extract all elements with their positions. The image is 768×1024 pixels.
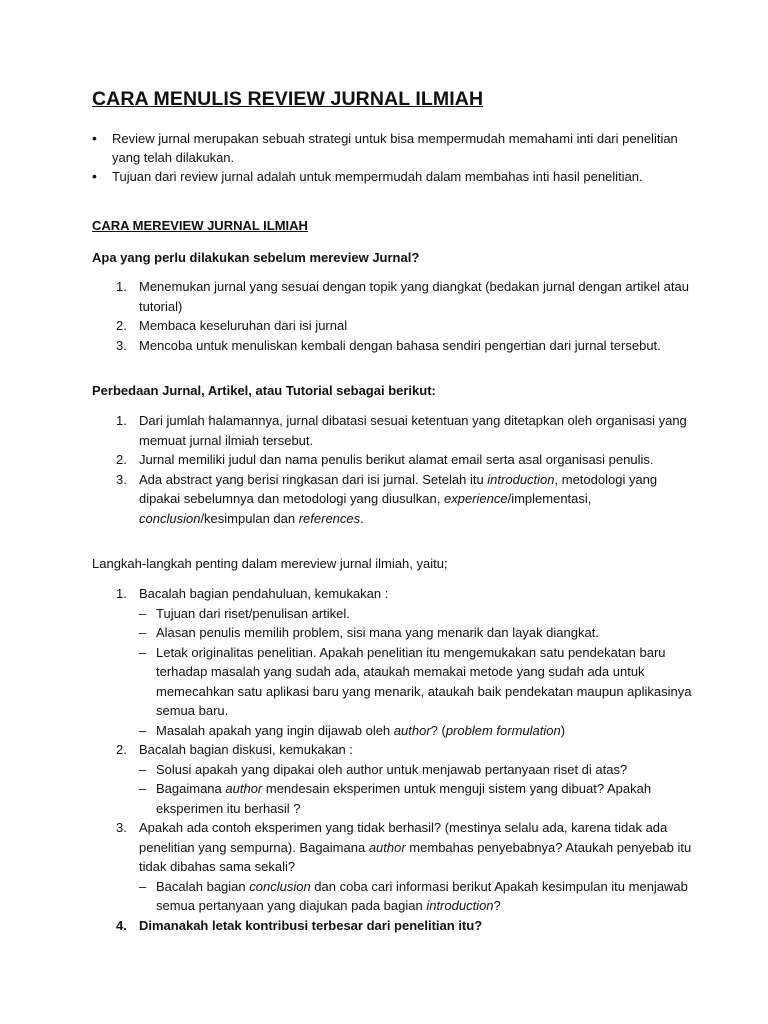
- step-item: 1. Bacalah bagian pendahuluan, kemukakan : – Tujuan dari riset/penulisan artikel. – Alasan penulis memilih problem, sisi mana yang menarik dan layak diangkat. – Letak originalitas penelitian. Apakah penelitian itu mengemukakan satu pendekatan baru terhadap masalah yang sudah ada, ataukah memakai metode yang sudah ada untuk memecahkan satu aplikasi baru yang menarik, ataukah baik pendekatan maupun aplikasinya semua baru. – Masalah apakah yang ingin dijawab oleh author? (problem formulation): [92, 584, 692, 740]
- list-item: 1. Dari jumlah halamannya, jurnal dibatasi sesuai ketentuan yang ditetapkan oleh organisasi yang memuat jurnal ilmiah tersebut.: [116, 413, 687, 448]
- sub-item: – Masalah apakah yang ingin dijawab oleh author? (problem formulation): [139, 721, 692, 741]
- list-item: 1. Menemukan jurnal yang sesuai dengan topik yang diangkat (bedakan jurnal dengan artikel atau tutorial): [116, 279, 689, 314]
- sub-item: – Tujuan dari riset/penulisan artikel.: [139, 604, 692, 624]
- question-heading-before-review: Apa yang perlu dilakukan sebelum mereview Jurnal?: [92, 250, 420, 265]
- sub-list: [139, 604, 692, 741]
- document-title: CARA MENULIS REVIEW JURNAL ILMIAH: [92, 88, 484, 110]
- sub-item: – Alasan penulis memilih problem, sisi mana yang menarik dan layak diangkat.: [139, 623, 692, 643]
- differences-list: [92, 411, 692, 528]
- step-item: 2. Bacalah bagian diskusi, kemukakan : – Solusi apakah yang dipakai oleh author untuk menjawab pertanyaan riset di atas? – Bagaimana author mendesain eksperimen untuk menguji sistem yang dibuat? Apakah eksperimen itu berhasil ?: [92, 740, 692, 818]
- intro-bullet: • Review jurnal merupakan sebuah strategi untuk bisa mempermudah memahami inti dari penelitian yang telah dilakukan.: [92, 129, 692, 167]
- question-heading-steps: Langkah-langkah penting dalam mereview jurnal ilmiah, yaitu;: [92, 556, 448, 571]
- sub-list: [139, 877, 692, 916]
- sub-item: – Bacalah bagian conclusion dan coba cari informasi berikut Apakah kesimpulan itu menjawab semua pertanyaan yang diajukan pada bagian introduction?: [139, 877, 692, 916]
- list-item: 2. Membaca keseluruhan dari isi jurnal: [116, 318, 348, 333]
- term-references: references: [298, 510, 361, 526]
- preparation-list: [92, 277, 692, 355]
- list-item: 3. Mencoba untuk menuliskan kembali dengan bahasa sendiri pengertian dari jurnal tersebut.: [116, 337, 661, 353]
- sub-item: – Letak originalitas penelitian. Apakah penelitian itu mengemukakan satu pendekatan baru terhadap masalah yang sudah ada, ataukah memakai metode yang sudah ada untuk memecahkan satu aplikasi baru yang menarik, ataukah baik pendekatan maupun aplikasinya semua baru.: [139, 643, 692, 721]
- list-item: 3. Ada abstract yang berisi ringkasan dari isi jurnal. Setelah itu introduction, metodologi yang dipakai sebelumnya dan metodologi yang diusulkan, experience/implementasi, conclusion/kesimpulan dan references.: [116, 471, 658, 526]
- question-heading-differences: Perbedaan Jurnal, Artikel, atau Tutorial sebagai berikut:: [92, 383, 436, 398]
- term-introduction: introduction: [487, 471, 555, 487]
- step-item: 4. Dimanakah letak kontribusi terbesar dari penelitian itu?: [116, 917, 483, 933]
- sub-item: – Solusi apakah yang dipakai oleh author untuk menjawab pertanyaan riset di atas?: [139, 760, 692, 780]
- sub-list: [139, 760, 692, 819]
- term-conclusion: conclusion: [139, 510, 201, 526]
- term-experience: experience: [443, 491, 508, 506]
- list-item: 2. Jurnal memiliki judul dan nama penulis berikut alamat email serta asal organisasi penulis.: [116, 452, 654, 467]
- steps-list: [92, 584, 692, 935]
- sub-item: – Bagaimana author mendesain eksperimen untuk menguji sistem yang dibuat? Apakah eksperimen itu berhasil ?: [139, 779, 692, 818]
- intro-bullet-list: [92, 129, 692, 186]
- intro-bullet: • Tujuan dari review jurnal adalah untuk mempermudah dalam membahas inti hasil penelitian.: [92, 167, 692, 186]
- section-heading: CARA MEREVIEW JURNAL ILMIAH: [92, 218, 308, 233]
- step-item: 3. Apakah ada contoh eksperimen yang tidak berhasil? (mestinya selalu ada, karena tidak ada penelitian yang sempurna). Bagaimana author membahas penyebabnya? Ataukah penyebab itu tidak dibahas sama sekali? – Bacalah bagian conclusion dan coba cari informasi berikut Apakah kesimpulan itu menjawab semua pertanyaan yang diajukan pada bagian introduction?: [92, 818, 692, 916]
